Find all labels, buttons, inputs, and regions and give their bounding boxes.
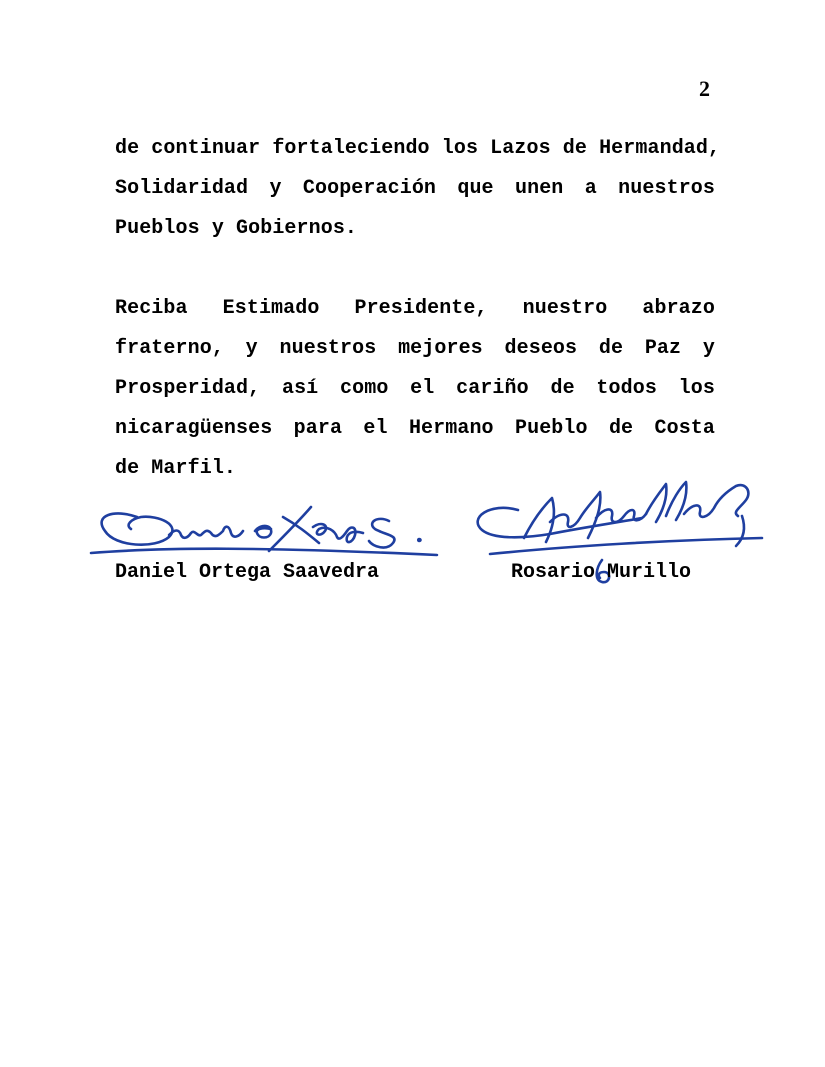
paragraph-line: fraterno, y nuestros mejores deseos de Paz y (115, 337, 715, 360)
signer-name-left: Daniel Ortega Saavedra (115, 561, 380, 584)
page-number: 2 (699, 76, 710, 101)
signer-name-right: Rosario Murillo (511, 561, 692, 584)
paragraph-line: Solidaridad y Cooperación que unen a nuestros (115, 177, 715, 200)
closing-paragraph-1 (115, 129, 721, 249)
paragraph-line: Prosperidad, así como el cariño de todos los (115, 377, 715, 400)
paragraph-line: de continuar fortaleciendo los Lazos de Hermandad, (115, 137, 721, 160)
closing-paragraph-2 (115, 289, 715, 489)
signature-daniel-ortega (85, 495, 445, 565)
paragraph-line: Pueblos y Gobiernos. (115, 217, 358, 240)
paragraph-line: nicaragüenses para el Hermano Pueblo de Costa (115, 417, 715, 440)
paragraph-line: Reciba Estimado Presidente, nuestro abrazo (115, 297, 715, 320)
paragraph-line: de Marfil. (115, 457, 237, 480)
